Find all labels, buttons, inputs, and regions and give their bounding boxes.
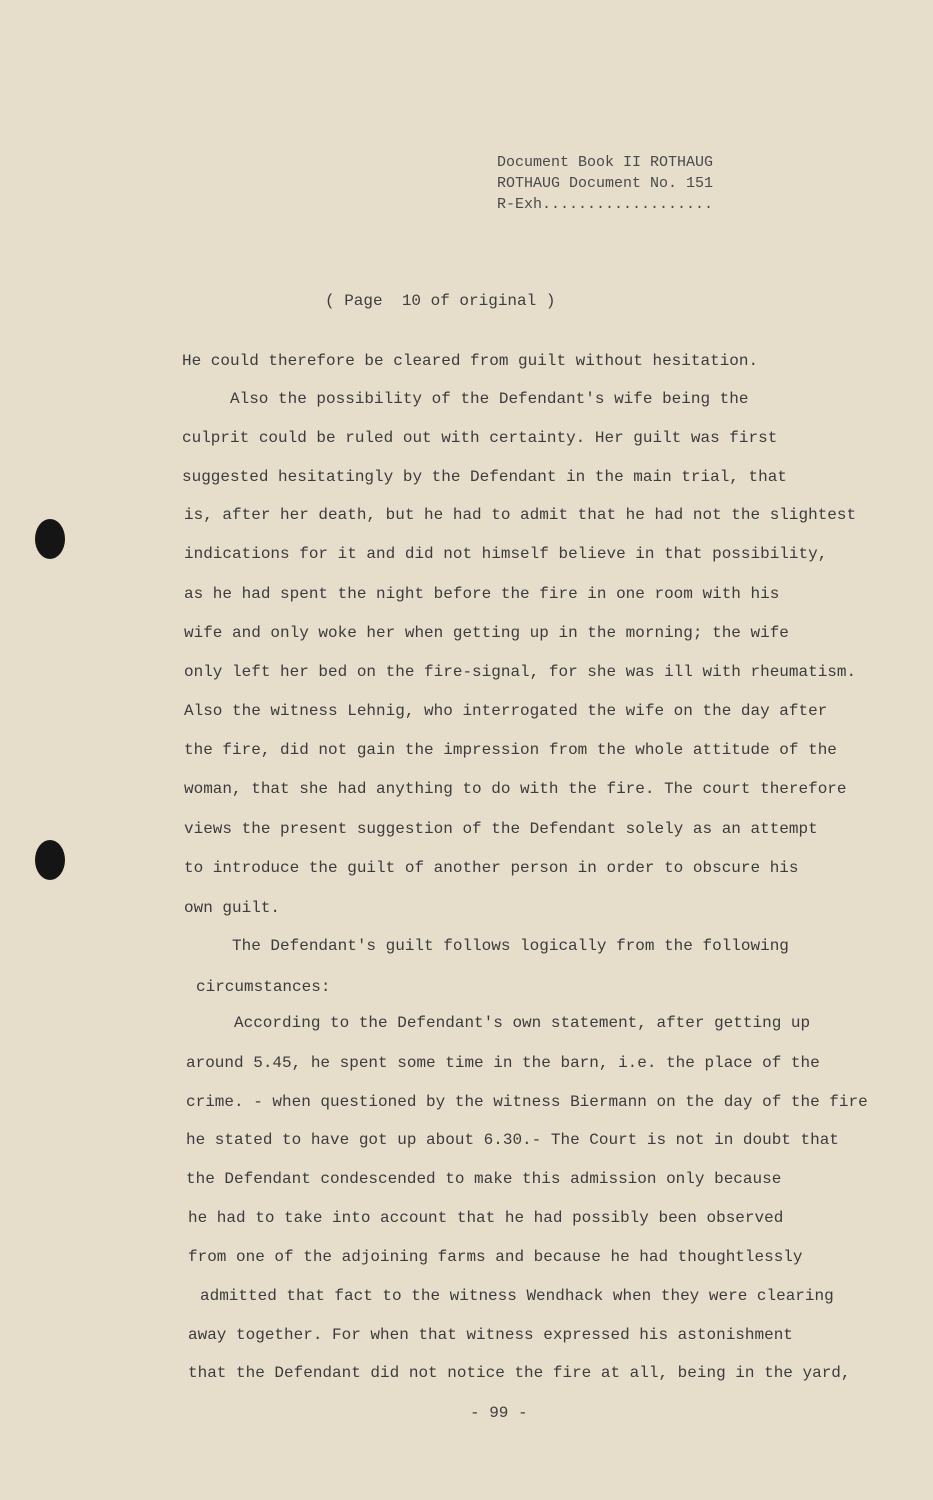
punch-hole [35, 840, 65, 880]
body-line: suggested hesitatingly by the Defendant in the main trial, that [182, 468, 787, 486]
body-line: the Defendant condescended to make this admission only because [186, 1170, 782, 1188]
body-line: views the present suggestion of the Defendant solely as an attempt [184, 820, 818, 838]
body-line: as he had spent the night before the fire in one room with his [184, 585, 780, 603]
body-line: he stated to have got up about 6.30.- The Court is not in doubt that [186, 1131, 839, 1149]
body-line: culprit could be ruled out with certainty. Her guilt was first [182, 429, 778, 447]
punch-hole [35, 519, 65, 559]
body-line: indications for it and did not himself believe in that possibility, [184, 545, 828, 563]
body-line: around 5.45, he spent some time in the barn, i.e. the place of the [186, 1054, 820, 1072]
body-line: is, after her death, but he had to admit that he had not the slightest [184, 506, 857, 524]
body-line: wife and only woke her when getting up in the morning; the wife [184, 624, 789, 642]
page-number: - 99 - [470, 1404, 528, 1422]
document-header [497, 152, 713, 215]
body-line: he had to take into account that he had possibly been observed [188, 1209, 784, 1227]
body-line: Also the possibility of the Defendant's wife being the [230, 390, 749, 408]
body-line: only left her bed on the fire-signal, for she was ill with rheumatism. [184, 663, 857, 681]
header-exhibit-line: R-Exh................... [497, 196, 714, 213]
body-line: woman, that she had anything to do with the fire. The court therefore [184, 780, 847, 798]
body-line: Also the witness Lehnig, who interrogated the wife on the day after [184, 702, 828, 720]
header-document-number: ROTHAUG Document No. 151 [497, 175, 714, 192]
body-line: that the Defendant did not notice the fire at all, being in the yard, [188, 1364, 851, 1382]
header-book-line: Document Book II ROTHAUG [497, 154, 714, 171]
body-line: The Defendant's guilt follows logically from the following [232, 937, 789, 955]
body-line: According to the Defendant's own statement, after getting up [234, 1014, 811, 1032]
body-line: to introduce the guilt of another person in order to obscure his [184, 859, 799, 877]
body-line: own guilt. [184, 899, 281, 917]
body-line: from one of the adjoining farms and because he had thoughtlessly [188, 1248, 803, 1266]
body-line: He could therefore be cleared from guilt without hesitation. [182, 352, 759, 370]
body-line: crime. - when questioned by the witness Biermann on the day of the fire [186, 1093, 868, 1111]
page-reference: ( Page 10 of original ) [325, 292, 556, 310]
body-line: circumstances: [196, 978, 331, 996]
body-line: away together. For when that witness expressed his astonishment [188, 1326, 793, 1344]
body-line: the fire, did not gain the impression from the whole attitude of the [184, 741, 837, 759]
body-line: admitted that fact to the witness Wendhack when they were clearing [200, 1287, 834, 1305]
